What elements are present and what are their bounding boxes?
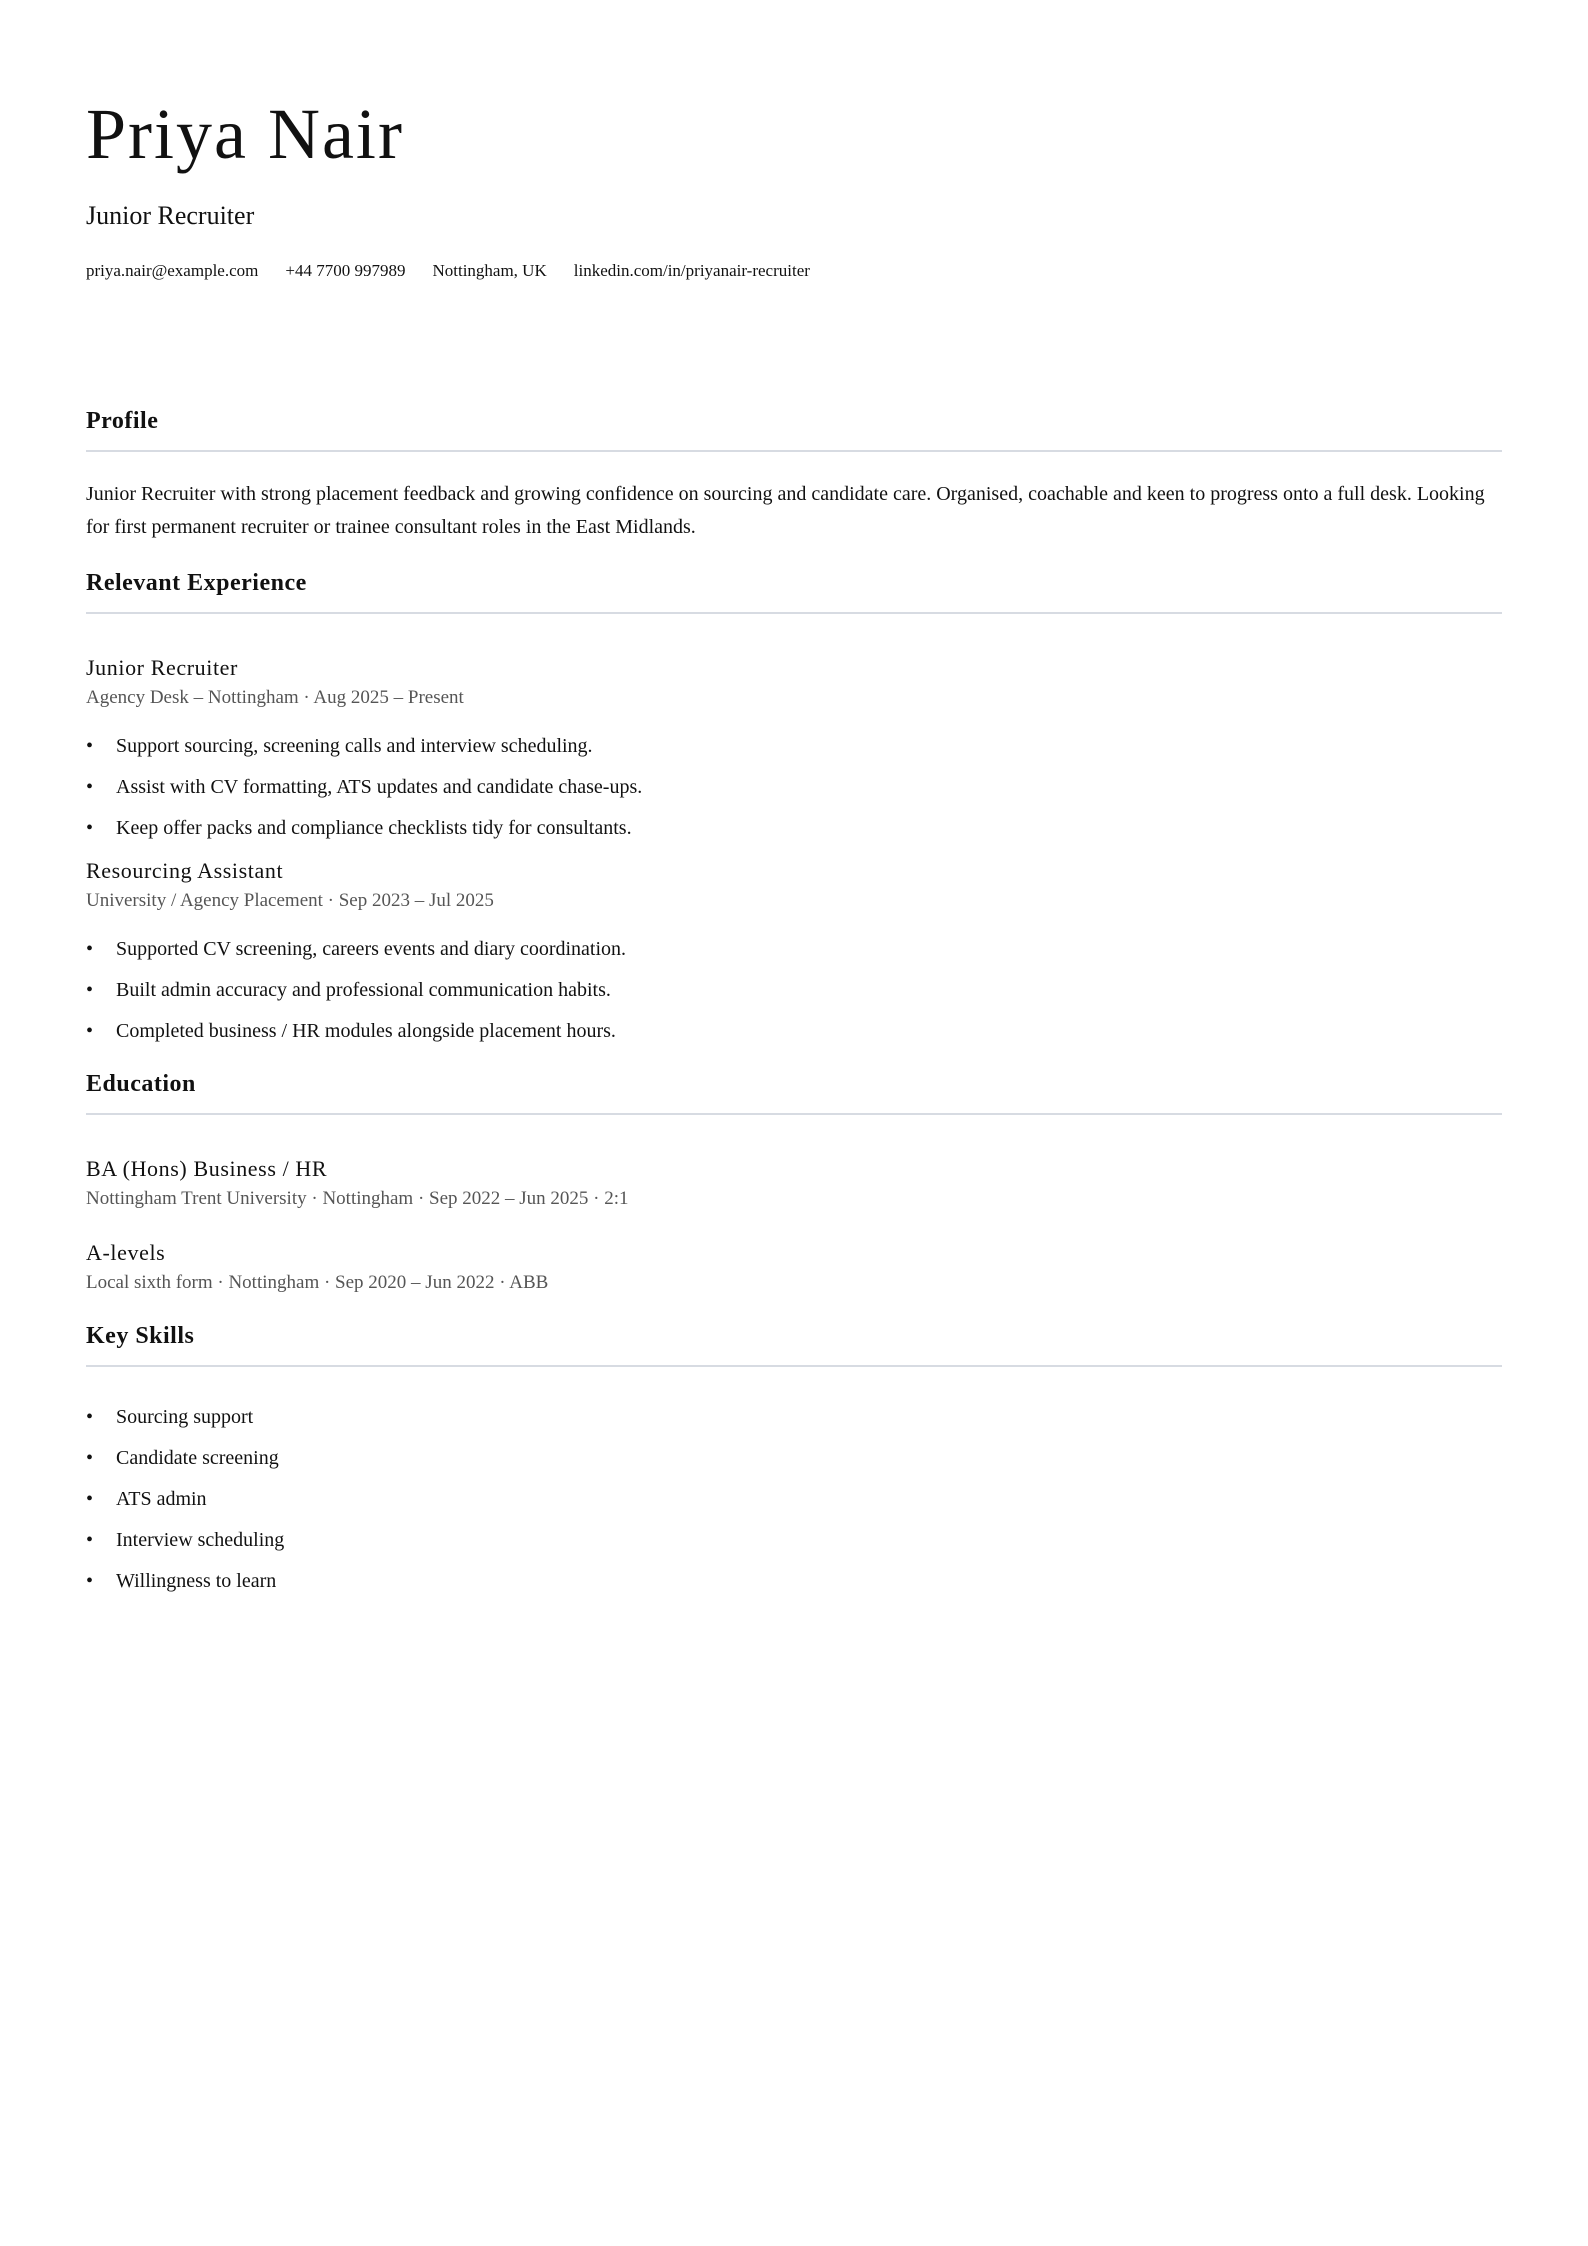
bullet-item: • Completed business / HR modules alongside placement hours. xyxy=(86,1019,1502,1043)
skills-list xyxy=(86,1405,1502,1593)
experience-section xyxy=(86,568,1502,1043)
experience-entry xyxy=(86,654,1502,840)
resume-header xyxy=(86,0,1502,282)
bullet-item: • Supported CV screening, careers events and diary coordination. xyxy=(86,937,1502,961)
profile-section xyxy=(86,406,1502,544)
section-title-skills: Key Skills xyxy=(86,1321,1502,1367)
section-title-profile: Profile xyxy=(86,406,1502,452)
job-title: Junior Recruiter xyxy=(86,655,238,680)
skills-section xyxy=(86,1321,1502,1593)
job-bullets xyxy=(86,734,1502,840)
degree-meta: Nottingham Trent University · Nottingham · Sep 2022 – Jun 2025 · 2:1 xyxy=(86,1188,629,1209)
degree-title: A-levels xyxy=(86,1240,166,1265)
section-title-education: Education xyxy=(86,1069,1502,1115)
candidate-headline: Junior Recruiter xyxy=(86,201,255,230)
degree-meta: Local sixth form · Nottingham · Sep 2020 – Jun 2022 · ABB xyxy=(86,1272,549,1293)
degree-title: BA (Hons) Business / HR xyxy=(86,1156,328,1181)
skill-item: • Sourcing support xyxy=(86,1405,1502,1429)
skill-item: • Willingness to learn xyxy=(86,1569,1502,1593)
job-title: Resourcing Assistant xyxy=(86,858,284,883)
contact-linkedin: linkedin.com/in/priyanair-recruiter xyxy=(573,261,810,280)
contact-location: Nottingham, UK xyxy=(432,261,547,280)
bullet-item: • Keep offer packs and compliance checklists tidy for consultants. xyxy=(86,816,1502,840)
job-meta: University / Agency Placement · Sep 2023 – Jul 2025 xyxy=(86,890,494,911)
experience-entry xyxy=(86,857,1502,1043)
education-entry xyxy=(86,1239,1502,1295)
candidate-name: Priya Nair xyxy=(86,94,404,174)
bullet-item: • Support sourcing, screening calls and interview scheduling. xyxy=(86,734,1502,758)
education-section xyxy=(86,1069,1502,1295)
section-title-experience: Relevant Experience xyxy=(86,568,1502,614)
contact-email: priya.nair@example.com xyxy=(86,261,259,280)
skill-item: • Interview scheduling xyxy=(86,1528,1502,1552)
education-entry xyxy=(86,1155,1502,1211)
bullet-item: • Assist with CV formatting, ATS updates and candidate chase-ups. xyxy=(86,775,1502,799)
skill-item: • Candidate screening xyxy=(86,1446,1502,1470)
bullet-item: • Built admin accuracy and professional communication habits. xyxy=(86,978,1502,1002)
profile-summary: Junior Recruiter with strong placement feedback and growing confidence on sourcing and candidate care. Organised, coachable and keen to progress onto a full desk. Looking for first permanent recruiter or trainee consultant roles in the East Midlands. xyxy=(86,483,1485,538)
job-bullets xyxy=(86,937,1502,1043)
contact-phone: +44 7700 997989 xyxy=(285,261,406,280)
job-meta: Agency Desk – Nottingham · Aug 2025 – Present xyxy=(86,687,464,708)
skill-item: • ATS admin xyxy=(86,1487,1502,1511)
contact-line xyxy=(86,260,1502,282)
